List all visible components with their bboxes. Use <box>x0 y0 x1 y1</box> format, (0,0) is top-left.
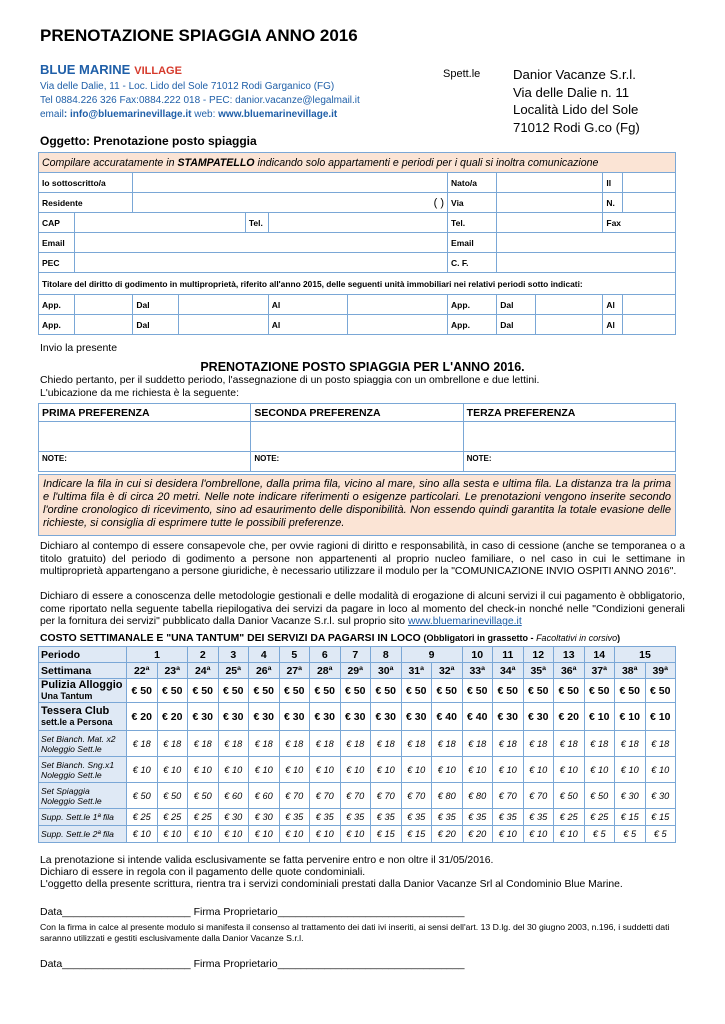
dichiaro-servizi-text: Dichiaro di essere a conoscenza delle metodologie gestionali e delle modalità di erogazione di alcuni servizi il cui pagamento è obbligatorio, come riportato nella seguente tabella riepilogativa dei servizi da pagare in loco al momento del check-in nonché nelle "Condizioni generali per la fornitura dei servizi" pubblicato dalla Danior Vacanze S.r.l. sul proprio sito www.bluemarinevillage.it <box>40 591 685 627</box>
price-cell: € 18 <box>279 731 310 757</box>
price-cell: € 70 <box>371 783 402 809</box>
email-link[interactable]: info@bluemarinevillage.it <box>70 109 192 120</box>
price-cell: € 30 <box>218 809 249 826</box>
price-cell: € 10 <box>310 757 341 783</box>
price-cell: € 18 <box>310 731 341 757</box>
nato-field[interactable] <box>497 173 603 193</box>
price-cell: € 25 <box>188 809 219 826</box>
price-cell: € 30 <box>523 703 554 731</box>
price-cell: € 18 <box>127 731 158 757</box>
price-cell: € 50 <box>462 679 493 703</box>
settimana-cell: 30ª <box>371 663 402 679</box>
price-cell: € 18 <box>584 731 615 757</box>
price-cell: € 20 <box>432 826 463 843</box>
service-row <box>39 679 676 703</box>
cap-label: CAP <box>39 213 75 233</box>
settimana-cell: 37ª <box>584 663 615 679</box>
price-cell: € 35 <box>340 809 371 826</box>
sender-contacts: Tel 0884.226 326 Fax:0884.222 018 - PEC: danior.vacanze@legalmail.it <box>40 95 360 106</box>
price-cell: € 10 <box>218 826 249 843</box>
service-row <box>39 757 676 783</box>
pec-label: PEC <box>39 253 75 273</box>
price-cell: € 10 <box>249 757 280 783</box>
ubicazione-text: L'ubicazione da me richiesta è la seguente: <box>40 388 239 399</box>
price-cell: € 10 <box>340 826 371 843</box>
section-heading: PRENOTAZIONE POSTO SPIAGGIA PER L'ANNO 2016. <box>200 360 525 374</box>
email2-field[interactable] <box>497 233 676 253</box>
price-cell: € 35 <box>493 809 524 826</box>
tel2-field[interactable] <box>497 213 603 233</box>
price-cell: € 70 <box>310 783 341 809</box>
settimana-label: Settimana <box>39 663 127 679</box>
service-label: Supp. Sett.le 1ª fila <box>39 809 127 826</box>
pref-header-third: TERZA PREFERENZA <box>463 404 675 422</box>
tel2-label: Tel. <box>448 213 497 233</box>
price-cell: € 18 <box>432 731 463 757</box>
al-field[interactable] <box>347 295 447 315</box>
settimana-cell: 36ª <box>554 663 585 679</box>
web-label: web: <box>194 109 216 120</box>
price-cell: € 50 <box>218 679 249 703</box>
sottoscritto-field[interactable] <box>133 173 448 193</box>
service-row <box>39 731 676 757</box>
settimana-cell: 29ª <box>340 663 371 679</box>
price-cell: € 10 <box>432 757 463 783</box>
price-cell: € 30 <box>493 703 524 731</box>
tel-label: Tel. <box>245 213 268 233</box>
sender-address: Via delle Dalie, 11 - Loc. Lido del Sole 71012 Rodi Garganico (FG) <box>40 81 335 92</box>
app-label: App. <box>448 315 497 335</box>
price-cell: € 5 <box>615 826 646 843</box>
periodo-label: Periodo <box>39 647 127 663</box>
price-cell: € 60 <box>218 783 249 809</box>
dal-label: Dal <box>133 295 179 315</box>
periodo-cell: 1 <box>127 647 188 663</box>
price-cell: € 50 <box>249 679 280 703</box>
settimana-cell: 32ª <box>432 663 463 679</box>
price-cell: € 10 <box>188 826 219 843</box>
price-cell: € 18 <box>249 731 280 757</box>
settimana-cell: 24ª <box>188 663 219 679</box>
price-cell: € 30 <box>615 783 646 809</box>
periodo-cell: 13 <box>554 647 585 663</box>
price-cell: € 35 <box>401 809 432 826</box>
price-cell: € 25 <box>584 809 615 826</box>
price-cell: € 50 <box>127 783 158 809</box>
pref-field-first[interactable] <box>39 422 251 452</box>
price-cell: € 50 <box>279 679 310 703</box>
dal-field[interactable] <box>536 295 603 315</box>
price-cell: € 50 <box>615 679 646 703</box>
price-cell: € 25 <box>157 809 188 826</box>
al-field[interactable] <box>623 295 676 315</box>
price-cell: € 30 <box>249 809 280 826</box>
price-cell: € 50 <box>188 783 219 809</box>
price-cell: € 30 <box>645 783 676 809</box>
price-cell: € 10 <box>645 703 676 731</box>
site-link[interactable]: www.bluemarinevillage.it <box>407 616 522 627</box>
price-cell: € 18 <box>218 731 249 757</box>
periodo-cell: 14 <box>584 647 615 663</box>
email2-label: Email <box>448 233 497 253</box>
service-label: Set Bianch. Sng.x1 Noleggio Sett.le <box>39 757 127 783</box>
il-label: Il <box>603 173 623 193</box>
fax-label: Fax <box>603 213 676 233</box>
price-cell: € 18 <box>523 731 554 757</box>
price-cell: € 70 <box>340 783 371 809</box>
nato-label: Nato/a <box>448 173 497 193</box>
price-cell: € 15 <box>615 809 646 826</box>
price-cell: € 50 <box>645 679 676 703</box>
service-label: Supp. Sett.le 2ª fila <box>39 826 127 843</box>
price-cell: € 30 <box>371 703 402 731</box>
n-label: N. <box>603 193 623 213</box>
price-cell: € 50 <box>493 679 524 703</box>
settimana-cell: 39ª <box>645 663 676 679</box>
sottoscritto-label: Io sottoscritto/a <box>39 173 133 193</box>
price-cell: € 30 <box>188 703 219 731</box>
dal-label: Dal <box>497 315 536 335</box>
price-cell: € 10 <box>340 757 371 783</box>
settimana-cell: 23ª <box>157 663 188 679</box>
row-instructions-box: Indicare la fila in cui si desidera l'ombrellone, dalla prima fila, vicino al mare, sino alla sesta e ultima fila. La distanza tra la prima e l'ultima fila è di circa 20 metri. Nelle note indicare riferimenti o esigenze particolari. Le prenotazioni vengono inserite secondo l'ordine cronologico di ricevimento, sino ad esaurimento delle disponibilità. Non essendo quindi garantita la totale evasione delle richieste, si consiglia di esprimere tutte le possibili preferenze. <box>38 474 676 536</box>
price-cell: € 18 <box>645 731 676 757</box>
price-cell: € 15 <box>371 826 402 843</box>
price-cell: € 10 <box>615 703 646 731</box>
pref-note-second[interactable]: NOTE: <box>251 452 463 472</box>
settimana-cell: 25ª <box>218 663 249 679</box>
tel-field[interactable] <box>268 213 447 233</box>
settimana-cell: 38ª <box>615 663 646 679</box>
web-link[interactable]: www.bluemarinevillage.it <box>218 109 338 120</box>
invio-text: Invio la presente <box>40 342 118 354</box>
brand-village: VILLAGE <box>134 65 182 77</box>
service-row <box>39 826 676 843</box>
price-cell: € 80 <box>432 783 463 809</box>
app-label: App. <box>39 315 75 335</box>
signature-line[interactable]: Data______________________ Firma Proprietario________________________________ <box>40 906 465 918</box>
price-cell: € 10 <box>615 757 646 783</box>
price-cell: € 10 <box>493 757 524 783</box>
price-cell: € 35 <box>371 809 402 826</box>
cf-field[interactable] <box>497 253 676 273</box>
dal-label: Dal <box>497 295 536 315</box>
pref-field-second[interactable] <box>251 422 463 452</box>
pref-header-second: SECONDA PREFERENZA <box>251 404 463 422</box>
price-cell: € 18 <box>157 731 188 757</box>
titolare-text: Titolare del diritto di godimento in multiproprietà, riferito all'anno 2015, delle seguenti unità immobiliari nei relativi periodi sotto indicati: <box>39 273 676 295</box>
periodo-cell: 12 <box>523 647 554 663</box>
form-notice: Compilare accuratamente in STAMPATELLO indicando solo appartamenti e periodi per i quali si inoltra comunicazione <box>39 153 676 173</box>
price-cell: € 18 <box>340 731 371 757</box>
cost-table-title: COSTO SETTIMANALE E "UNA TANTUM" DEI SERVIZI DA PAGARSI IN LOCO (Obbligatori in grassetto - Facoltativi in corsivo) <box>40 633 621 644</box>
spett-label: Spett.le <box>443 68 481 80</box>
price-cell: € 18 <box>401 731 432 757</box>
pref-header-first: PRIMA PREFERENZA <box>39 404 251 422</box>
settimana-cell: 34ª <box>493 663 524 679</box>
price-cell: € 25 <box>127 809 158 826</box>
price-cell: € 20 <box>157 703 188 731</box>
periodo-cell: 2 <box>188 647 219 663</box>
price-cell: € 35 <box>432 809 463 826</box>
price-cell: € 50 <box>157 679 188 703</box>
price-cell: € 50 <box>554 679 585 703</box>
price-cell: € 30 <box>340 703 371 731</box>
price-cell: € 70 <box>279 783 310 809</box>
periodo-cell: 5 <box>279 647 310 663</box>
residente-label: Residente <box>39 193 133 213</box>
price-cell: € 18 <box>554 731 585 757</box>
service-label: Set Bianch. Mat. x2 Noleggio Sett.le <box>39 731 127 757</box>
price-cell: € 35 <box>462 809 493 826</box>
closing-object: L'oggetto della presente scrittura, rientra tra i servizi condominiali prestati dalla Danior Vacanze Srl al Condominio Blue Marine. <box>40 879 623 890</box>
price-cell: € 15 <box>401 826 432 843</box>
price-cell: € 20 <box>127 703 158 731</box>
price-cell: € 10 <box>371 757 402 783</box>
price-cell: € 35 <box>279 809 310 826</box>
price-cell: € 70 <box>401 783 432 809</box>
settimana-cell: 28ª <box>310 663 341 679</box>
price-cell: € 50 <box>157 783 188 809</box>
page-title: PRENOTAZIONE SPIAGGIA ANNO 2016 <box>40 26 358 45</box>
dal-field[interactable] <box>179 295 269 315</box>
price-cell: € 10 <box>157 757 188 783</box>
email-field[interactable] <box>74 233 447 253</box>
al-field[interactable] <box>623 315 676 335</box>
price-cell: € 10 <box>462 757 493 783</box>
price-cell: € 10 <box>584 703 615 731</box>
price-cell: € 50 <box>371 679 402 703</box>
app-field[interactable] <box>74 295 133 315</box>
recipient-line: 71012 Rodi G.co (Fg) <box>513 119 640 135</box>
price-cell: € 15 <box>645 809 676 826</box>
settimana-cell: 31ª <box>401 663 432 679</box>
recipient-line: Via delle Dalie n. 11 <box>513 84 630 100</box>
price-cell: € 25 <box>554 809 585 826</box>
price-cell: € 50 <box>554 783 585 809</box>
price-cell: € 50 <box>584 679 615 703</box>
service-row <box>39 783 676 809</box>
closing-validity: La prenotazione si intende valida esclusivamente se fatta pervenire entro e non oltre il 31/05/2016. <box>40 855 494 866</box>
periodo-cell: 6 <box>310 647 341 663</box>
price-cell: € 50 <box>127 679 158 703</box>
periodo-cell: 15 <box>615 647 676 663</box>
dal-label: Dal <box>133 315 179 335</box>
service-row <box>39 809 676 826</box>
periodo-cell: 10 <box>462 647 493 663</box>
chiedo-text: Chiedo pertanto, per il suddetto periodo, l'assegnazione di un posto spiaggia con un ombrellone e due lettini. <box>40 375 540 386</box>
settimana-row <box>39 663 676 679</box>
preferences-table <box>38 403 676 472</box>
price-cell: € 10 <box>310 826 341 843</box>
price-cell: € 18 <box>371 731 402 757</box>
price-cell: € 10 <box>127 757 158 783</box>
price-cell: € 30 <box>401 703 432 731</box>
periodo-row <box>39 647 676 663</box>
n-field[interactable] <box>623 193 676 213</box>
via-label: Via <box>448 193 497 213</box>
price-cell: € 10 <box>523 757 554 783</box>
price-cell: € 40 <box>462 703 493 731</box>
price-cell: € 10 <box>401 757 432 783</box>
email-label: Email <box>39 233 75 253</box>
price-cell: € 18 <box>462 731 493 757</box>
closing-quote: Dichiaro di essere in regola con il pagamento delle quote condominiali. <box>40 867 366 878</box>
price-cell: € 50 <box>401 679 432 703</box>
personal-data-form <box>38 152 676 335</box>
subject-line: Oggetto: Prenotazione posto spiaggia <box>40 134 257 148</box>
app-field[interactable] <box>74 315 133 335</box>
app-label: App. <box>39 295 75 315</box>
price-cell: € 10 <box>645 757 676 783</box>
price-cell: € 35 <box>523 809 554 826</box>
service-label: Set Spiaggia Noleggio Sett.le <box>39 783 127 809</box>
settimana-cell: 27ª <box>279 663 310 679</box>
service-row <box>39 703 676 731</box>
periodo-cell: 9 <box>401 647 462 663</box>
price-cell: € 20 <box>554 703 585 731</box>
al-field[interactable] <box>347 315 447 335</box>
price-cell: € 40 <box>432 703 463 731</box>
price-cell: € 10 <box>218 757 249 783</box>
price-cell: € 10 <box>493 826 524 843</box>
recipient-line: Località Lido del Sole <box>513 102 639 117</box>
pec-field[interactable] <box>74 253 447 273</box>
email-label: email <box>40 109 64 120</box>
price-cell: € 10 <box>157 826 188 843</box>
price-cell: € 80 <box>462 783 493 809</box>
price-cell: € 10 <box>279 757 310 783</box>
price-cell: € 5 <box>645 826 676 843</box>
price-cell: € 70 <box>523 783 554 809</box>
periodo-cell: 8 <box>371 647 402 663</box>
price-cell: € 50 <box>584 783 615 809</box>
dal-field[interactable] <box>179 315 269 335</box>
price-cell: € 50 <box>432 679 463 703</box>
price-cell: € 10 <box>249 826 280 843</box>
price-cell: € 10 <box>188 757 219 783</box>
pref-note-first[interactable]: NOTE: <box>39 452 251 472</box>
cost-table <box>38 646 676 843</box>
price-cell: € 18 <box>615 731 646 757</box>
price-cell: € 35 <box>310 809 341 826</box>
cf-label: C. F. <box>448 253 497 273</box>
pref-field-third[interactable] <box>463 422 675 452</box>
al-label: Al <box>268 295 347 315</box>
price-cell: € 18 <box>493 731 524 757</box>
brand-name: BLUE MARINE <box>40 62 131 77</box>
al-label: Al <box>603 295 623 315</box>
price-cell: € 30 <box>249 703 280 731</box>
price-cell: € 20 <box>462 826 493 843</box>
price-cell: € 50 <box>340 679 371 703</box>
recipient-address <box>513 66 640 136</box>
price-cell: € 30 <box>279 703 310 731</box>
sender-email-web: email: info@bluemarinevillage.it web: www.bluemarinevillage.it <box>40 109 338 120</box>
price-cell: € 5 <box>584 826 615 843</box>
periodo-cell: 3 <box>218 647 249 663</box>
price-cell: € 10 <box>554 826 585 843</box>
service-label: Tessera Club sett.le a Persona <box>39 703 127 731</box>
recipient-line: Danior Vacanze S.r.l. <box>513 67 636 82</box>
price-cell: € 10 <box>127 826 158 843</box>
al-label: Al <box>268 315 347 335</box>
app-label: App. <box>448 295 497 315</box>
pref-note-third[interactable]: NOTE: <box>463 452 675 472</box>
settimana-cell: 26ª <box>249 663 280 679</box>
price-cell: € 10 <box>279 826 310 843</box>
brand-logo-text <box>40 62 182 77</box>
settimana-cell: 33ª <box>462 663 493 679</box>
dal-field[interactable] <box>536 315 603 335</box>
settimana-cell: 22ª <box>127 663 158 679</box>
privacy-consent-text: Con la firma in calce al presente modulo si manifesta il consenso al trattamento dei dati ivi inseriti, ai sensi dell'art. 13 D.lg. del 30 giugno 2003, n.196, i suddetti dati saranno utilizzati e gestiti esclusivamente dalla Danior Vacanze S.r.l. <box>40 922 670 943</box>
periodo-cell: 7 <box>340 647 371 663</box>
al-label: Al <box>603 315 623 335</box>
periodo-cell: 4 <box>249 647 280 663</box>
price-cell: € 60 <box>249 783 280 809</box>
service-label: Pulizia Alloggio Una Tantum <box>39 679 127 703</box>
signature-line[interactable]: Data______________________ Firma Proprietario________________________________ <box>40 958 465 970</box>
price-cell: € 18 <box>188 731 219 757</box>
residente-field[interactable]: ( ) <box>133 193 448 213</box>
via-field[interactable] <box>497 193 603 213</box>
periodo-cell: 11 <box>493 647 524 663</box>
price-cell: € 10 <box>554 757 585 783</box>
settimana-cell: 35ª <box>523 663 554 679</box>
price-cell: € 10 <box>584 757 615 783</box>
dichiaro-cessione-text: Dichiaro al contempo di essere consapevole che, per ovvie ragioni di diritto e responsabilità, in caso di cessione (anche se temporanea o a titolo gratuito) del periodo di godimento a persone non appartenenti al proprio nucleo familiare, o nel caso in cui le settimane in multiproprietà appartengano a persone giuridiche, è necessario utilizzare il modulo per la "COMUNICAZIONE INVIO OSPITI ANNO 2016". <box>40 541 685 577</box>
price-cell: € 50 <box>523 679 554 703</box>
price-cell: € 30 <box>218 703 249 731</box>
price-cell: € 30 <box>310 703 341 731</box>
price-cell: € 50 <box>310 679 341 703</box>
il-field[interactable] <box>623 173 676 193</box>
price-cell: € 70 <box>493 783 524 809</box>
cap-field[interactable] <box>74 213 245 233</box>
price-cell: € 50 <box>188 679 219 703</box>
price-cell: € 10 <box>523 826 554 843</box>
